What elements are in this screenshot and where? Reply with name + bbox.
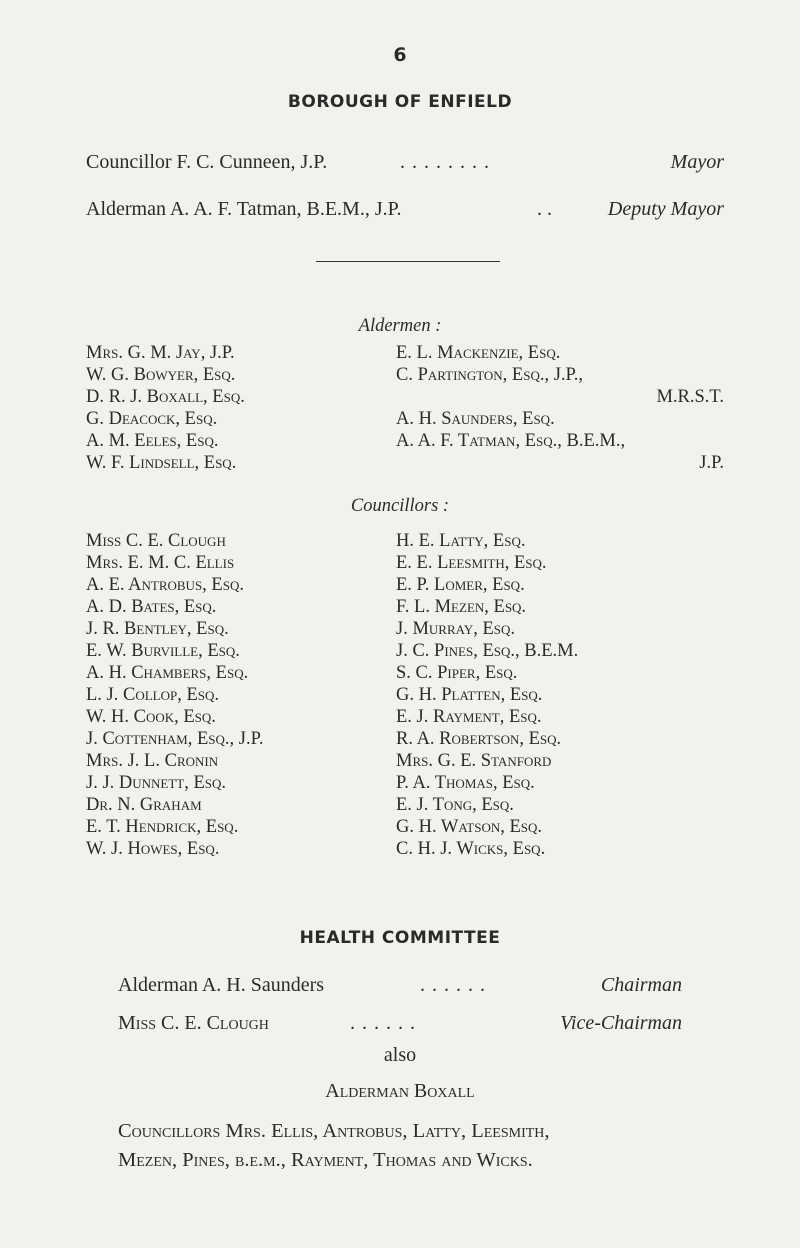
mayor-name: Councillor F. C. Cunneen, J.P.	[86, 151, 328, 173]
list-item: H. E. Latty, Esq.	[396, 531, 526, 551]
list-item: Dr. N. Graham	[86, 795, 202, 815]
councillors-heading: Councillors :	[350, 496, 450, 516]
list-item: J. Murray, Esq.	[396, 619, 516, 639]
list-item: W. H. Cook, Esq.	[86, 707, 216, 727]
vice-chairman-leader: . . . . . .	[350, 1012, 416, 1034]
vice-chairman-role: Vice-Chairman	[560, 1012, 682, 1034]
deputy-mayor-name: Alderman A. A. F. Tatman, B.E.M., J.P.	[86, 198, 402, 220]
list-item: E. J. Tong, Esq.	[396, 795, 514, 815]
list-item: P. A. Thomas, Esq.	[396, 773, 535, 793]
list-item: D. R. J. Boxall, Esq.	[86, 387, 245, 407]
list-item: A. E. Antrobus, Esq.	[86, 575, 244, 595]
list-item: S. C. Piper, Esq.	[396, 663, 518, 683]
aldermen-left-column	[86, 342, 245, 474]
list-item: W. J. Howes, Esq.	[86, 839, 220, 859]
list-item: Mrs. G. M. Jay, J.P.	[86, 343, 235, 363]
list-item: W. F. Lindsell, Esq.	[86, 453, 237, 473]
list-item: A. H. Chambers, Esq.	[86, 663, 249, 683]
list-item: G. H. Platten, Esq.	[396, 685, 543, 705]
councillors-right-column	[396, 530, 578, 860]
list-item: C. Partington, Esq., J.P.,	[396, 365, 584, 385]
list-item: G. H. Watson, Esq.	[396, 817, 543, 837]
aldermen-heading: Aldermen :	[358, 316, 442, 336]
chairman-leader: . . . . . .	[420, 974, 486, 996]
divider	[316, 261, 500, 262]
list-item: Mrs. E. M. C. Ellis	[86, 553, 235, 573]
list-item: J. Cottenham, Esq., J.P.	[86, 729, 264, 749]
list-item: E. E. Leesmith, Esq.	[396, 553, 547, 573]
chairman-name: Alderman A. H. Saunders	[118, 974, 325, 996]
list-item: J.P.	[699, 453, 724, 473]
list-item: Miss C. E. Clough	[86, 531, 226, 551]
deputy-mayor-role: Deputy Mayor	[607, 198, 724, 220]
list-item: F. L. Mezen, Esq.	[396, 597, 527, 617]
list-item: E. T. Hendrick, Esq.	[86, 817, 239, 837]
list-item: M.R.S.T.	[656, 387, 724, 407]
councillors-left-column	[86, 530, 263, 860]
list-item: L. J. Collop, Esq.	[86, 685, 220, 705]
list-item: Mrs. J. L. Cronin	[86, 751, 219, 771]
list-item: J. J. Dunnett, Esq.	[86, 773, 227, 793]
list-item: R. A. Robertson, Esq.	[396, 729, 562, 749]
list-item: A. H. Saunders, Esq.	[396, 409, 555, 429]
list-item: E. L. Mackenzie, Esq.	[396, 343, 561, 363]
aldermen-right-column	[396, 342, 724, 474]
deputy-mayor-leader: . .	[537, 198, 552, 220]
mayor-role: Mayor	[670, 151, 724, 173]
list-item: A. M. Eeles, Esq.	[86, 431, 219, 451]
list-item: E. P. Lomer, Esq.	[396, 575, 525, 595]
also-label: also	[383, 1044, 417, 1066]
also-member: Alderman Boxall	[325, 1080, 475, 1102]
committee-councillors-line-2: Mezen, Pines, b.e.m., Rayment, Thomas and Wicks.	[118, 1149, 533, 1171]
list-item: E. W. Burville, Esq.	[86, 641, 240, 661]
page-number: 6	[393, 44, 407, 66]
list-item: Mrs. G. E. Stanford	[396, 751, 552, 771]
list-item: W. G. Bowyer, Esq.	[86, 365, 236, 385]
committee-councillors-line-1: Councillors Mrs. Ellis, Antrobus, Latty, Leesmith,	[118, 1120, 550, 1142]
chairman-role: Chairman	[600, 974, 682, 996]
list-item: C. H. J. Wicks, Esq.	[396, 839, 546, 859]
page-title: BOROUGH OF ENFIELD	[287, 92, 513, 112]
mayor-leader: . . . . . . . .	[400, 151, 490, 173]
list-item: G. Deacock, Esq.	[86, 409, 218, 429]
list-item: J. R. Bentley, Esq.	[86, 619, 229, 639]
list-item: E. J. Rayment, Esq.	[396, 707, 542, 727]
vice-chairman-name: Miss C. E. Clough	[118, 1012, 269, 1034]
list-item: J. C. Pines, Esq., B.E.M.	[396, 641, 579, 661]
health-committee-title: HEALTH COMMITTEE	[299, 928, 501, 948]
list-item: A. D. Bates, Esq.	[86, 597, 217, 617]
list-item: A. A. F. Tatman, Esq., B.E.M.,	[396, 431, 626, 451]
